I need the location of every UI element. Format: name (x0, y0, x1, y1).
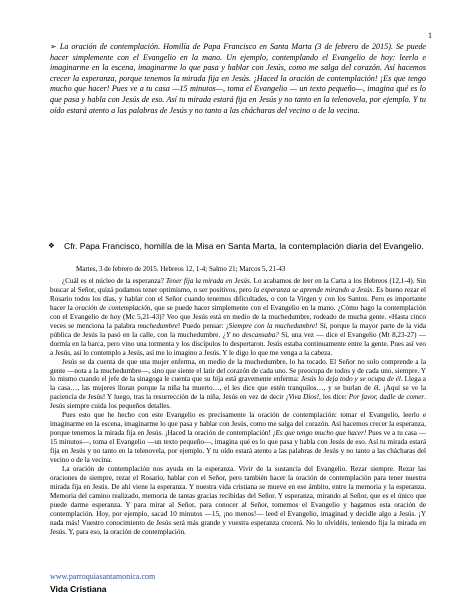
italic-run: ¡Es que tengo mucho que hacer! (272, 429, 367, 438)
italic-run: ¡Siempre con la muchedumbre! (225, 321, 318, 330)
italic-run: oración de contemplación (75, 303, 151, 312)
text-run: ! Puedo pensar: (177, 321, 226, 330)
body-paragraph-2 (50, 358, 426, 412)
homily-body (50, 277, 426, 537)
italic-run: Tener fija la mirada en Jesús (165, 277, 250, 285)
text-run: . Jesús siempre cuida los pequeños detalles. (50, 393, 426, 411)
intro-text: La oración de contemplación. Homilía de Papa Francisco en Santa Marta (3 de febrero de 2015). Se puede hacer simplemente con el Evangelio en la mano. Un ejemplo, contemplando el Evangelio de hoy: leerlo e imaginarme en la escena, imaginarme lo que pasa y hablar con Jesús, como me salga del corazón. Así hacemos crecer la esperanza, porque tenemos la mirada fija en Jesús. ¡Haced la oración de contemplación! ¡Es que tengo mucho que hacer! Pues ve a tu casa —15 minutos—, toma el Evangelio — un texto pequeño—, imagina qué es lo que pasa y habla con Jesús de eso. Así tu mirada estará fija en Jesús y no tanto en la telenovela, por ejemplo. Y tu oído estará atento a las palabras de Jesús y no tanto a las chácharas del vecino o de la vecina. (50, 42, 426, 115)
text-run: Pues ve a tu casa —15 minutos—, toma el Evangelio —un texto pequeño—, imagina qué es lo que pasa y habla con Jesús de eso. Así tu mirada estará fija en Jesús y no tanto en la telenovela, por ejemplo. Y tu oído estará atento a las palabras de Jesús y no tanto a las chácharas del vecino o de la vecina. (50, 429, 426, 465)
page-number: 1 (428, 31, 432, 40)
italic-run: ¿Y no descansaba? (222, 330, 279, 339)
text-run: Sí, porque la mayor parte de la vida pública de Jesús la pasó en la calle, con la muchedumbre. (50, 321, 426, 339)
text-run: , les dice: (319, 393, 349, 402)
text-run: Pues esto que he hecho con este Evangelio es precisamente la oración de contemplación: tomar el Evangelio, leerlo e imaginarme en la escena, imaginarme lo que pasa y hablar con Jesús, como me salga del corazón. Así hacemos crecer la esperanza, porque tenemos la mirada fija en Jesús. ¡Haced la oración de contemplación! (50, 411, 426, 438)
citation-heading (48, 241, 426, 251)
text-run: Jesús se da cuenta de que una mujer enferma, en medio de la muchedumbre, lo ha tocado. El Señor no solo comprende a la gente —nota a la muchedumbre—, sino que siente el latir del corazón de cada uno. Se preocupa de todos y de cada uno, siempre. Y lo mismo cuando el jefe de la sinagoga le cuenta que su hija está gravemente enferma: (50, 357, 426, 384)
body-paragraph-1 (50, 277, 426, 358)
text-run: ¿Cuál es el núcleo de la esperanza? (62, 277, 166, 285)
italic-run: Por favor, dadle de comer (348, 393, 425, 402)
citation-text: Cfr. Papa Francisco, homilía de la Misa en Santa Marta, la contemplación diaria del Evangelio. (64, 241, 424, 251)
body-paragraph-4: La oración de contemplación nos ayuda en la esperanza. Vivir de la sustancia del Evangelio. Rezar siempre. Rezar las oraciones de siempre, rezar el Rosario, hablar con el Señor, pero también hacer la oración de contemplación para tener nuestra mirada fija en Jesús. De ahí viene la esperanza. Y nuestra vida cristiana se mueve en ese ámbito, entre la memoria y la esperanza. Memoria del camino realizado, memoria de tantas gracias recibidas del Señor. Y esperanza, mirando al Señor, que es el único que puede darme esperanza. Y para mirar al Señor, para conocer al Señor, tomemos el Evangelio y hagamos esta oración de contemplación. Hoy, por ejemplo, sacad 10 minutos —15, ¡no menos!— leed el Evangelio, imaginad y decidle algo a Jesús. ¡Y nada más! Vuestro conocimiento de Jesús será más grande y vuestra esperanza crecerá. No lo olvidéis, teniendo fija la mirada en Jesús. Y, para eso, la oración de contemplación. (50, 465, 426, 536)
text-run: , que se puede hacer simplemente con el Evangelio en la mano. ¿Cómo hago la contemplación con el Evangelio de hoy (Mc 5,21-43)? Veo que Jesús está en medio de la muchedumbre, rodeado de mucha gente. «Hasta cinco veces se menciona la palabra (50, 303, 426, 330)
text-run: . Es bueno rezar el Rosario todos los días, y hablar con el Señor cuando tenemos dificultades, o con la Virgen y con los Santos. Pero es importante hacer la (50, 285, 427, 312)
body-paragraph-3 (50, 411, 426, 465)
scripture-references: Martes, 3 de febrero de 2015. Hebreos 12, 1-4; Salmo 21; Marcos 5, 21-43 (76, 265, 286, 273)
italic-run: ¡Viva Dios! (285, 393, 319, 402)
diamond-bullet-icon: ❖ (48, 241, 55, 250)
text-run: Sí, una vez — dice el Evangelio (Mt 8,23-27) — dormía en la barca, pero vino una tormenta y los discípulos lo despertaron. Jesús estaba continuamente entre la gente. Pues así veo a Jesús, así lo contemplo a Jesús, así me lo imagino a Jesús. Y le digo lo que me venga a la cabeza. (50, 330, 426, 357)
footer-title: Vida Cristiana (50, 584, 107, 594)
text-run: . Lo acabamos de leer en la Carta a los Hebreos (12,1-4). Sin buscar al Señor, quizá podamos tener optimismo, o ser positivos, pero (50, 277, 427, 294)
intro-paragraph (50, 42, 426, 116)
arrow-bullet-icon: ➢ (50, 42, 57, 51)
italic-run: muchedumbre (137, 321, 178, 330)
text-run: . Llega a la casa…, las mujeres lloran porque la niña ha muerto…, el les dice que estén tranquilos…, y se burlan de él. ¡Aquí se ve la paciencia de Jesús! Y luego, tras la resurrección de la niña, Jesús en vez de decir (50, 375, 426, 402)
italic-run: Jesús lo deja todo y se ocupa de él (300, 375, 401, 384)
footer-website-link[interactable]: www.parroquiasantamonica.com (50, 572, 156, 581)
italic-run: la esperanza se aprende mirando a Jesús (253, 285, 373, 294)
